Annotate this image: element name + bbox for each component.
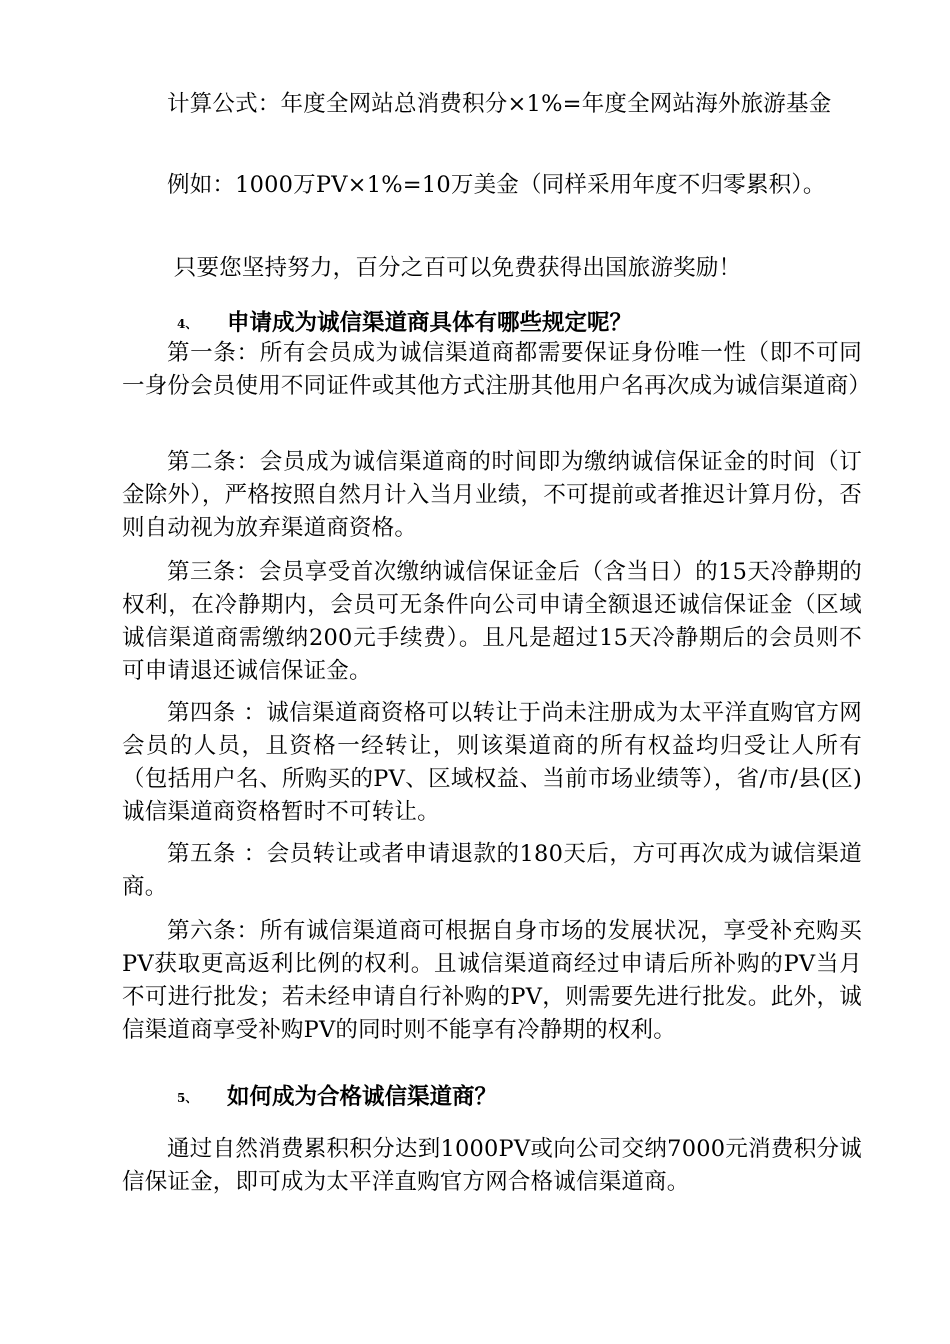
article-4-paragraph: 第四条 ：诚信渠道商资格可以转让于尚未注册成为太平洋直购官方网会员的人员，且资格一经转让，则该渠道商的所有权益均归受让人所有（包括用户名、所购买的PV、区域权益、当前市场业绩等），省/市/县(区)诚信渠道商资格暂时不可转让。 [122,700,862,825]
qualification-paragraph: 通过自然消费累积积分达到1000PV或向公司交纳7000元消费积分诚信保证金，即可成为太平洋直购官方网合格诚信渠道商。 [122,1136,862,1195]
section-4-title: 申请成为诚信渠道商具体有哪些规定呢？ [227,310,633,336]
section-5-number: 5、 [177,1091,198,1105]
article-3-paragraph: 第三条：会员享受首次缴纳诚信保证金后（含当日）的15天冷静期的权利，在冷静期内，会员可无条件向公司申请全额退还诚信保证金（区域诚信渠道商需缴纳200元手续费）。且凡是超过15天冷静期后的会员则不可申请退还诚信保证金。 [122,559,862,684]
article-5-paragraph: 第五条 ：会员转让或者申请退款的180天后，方可再次成为诚信渠道商。 [122,841,862,900]
article-6-paragraph: 第六条：所有诚信渠道商可根据自身市场的发展状况，享受补充购买PV获取更高返利比例的权利。且诚信渠道商经过申请后所补购的PV当月不可进行批发；若未经申请自行补购的PV，则需要先进行批发。此外，诚信渠道商享受补购PV的同时则不能享有冷静期的权利。 [122,918,862,1043]
encouragement-paragraph: 只要您坚持努力，百分之百可以免费获得出国旅游奖励！ [173,255,742,281]
section-5-heading [177,1081,497,1115]
example-paragraph: 例如：1000万PV×1%=10万美金（同样采用年度不归零累积）。 [167,172,826,198]
formula-paragraph: 计算公式：年度全网站总消费积分×1%=年度全网站海外旅游基金 [167,91,832,117]
section-5-title: 如何成为合格诚信渠道商？ [227,1084,498,1110]
article-2-paragraph: 第二条：会员成为诚信渠道商的时间即为缴纳诚信保证金的时间（订金除外），严格按照自然月计入当月业绩，不可提前或者推迟计算月份，否则自动视为放弃渠道商资格。 [122,449,862,541]
article-1-paragraph: 第一条：所有会员成为诚信渠道商都需要保证身份唯一性（即不可同一身份会员使用不同证件或其他方式注册其他用户名再次成为诚信渠道商） [122,340,872,399]
section-4-number: 4、 [177,317,198,331]
section-4-heading [177,307,632,341]
